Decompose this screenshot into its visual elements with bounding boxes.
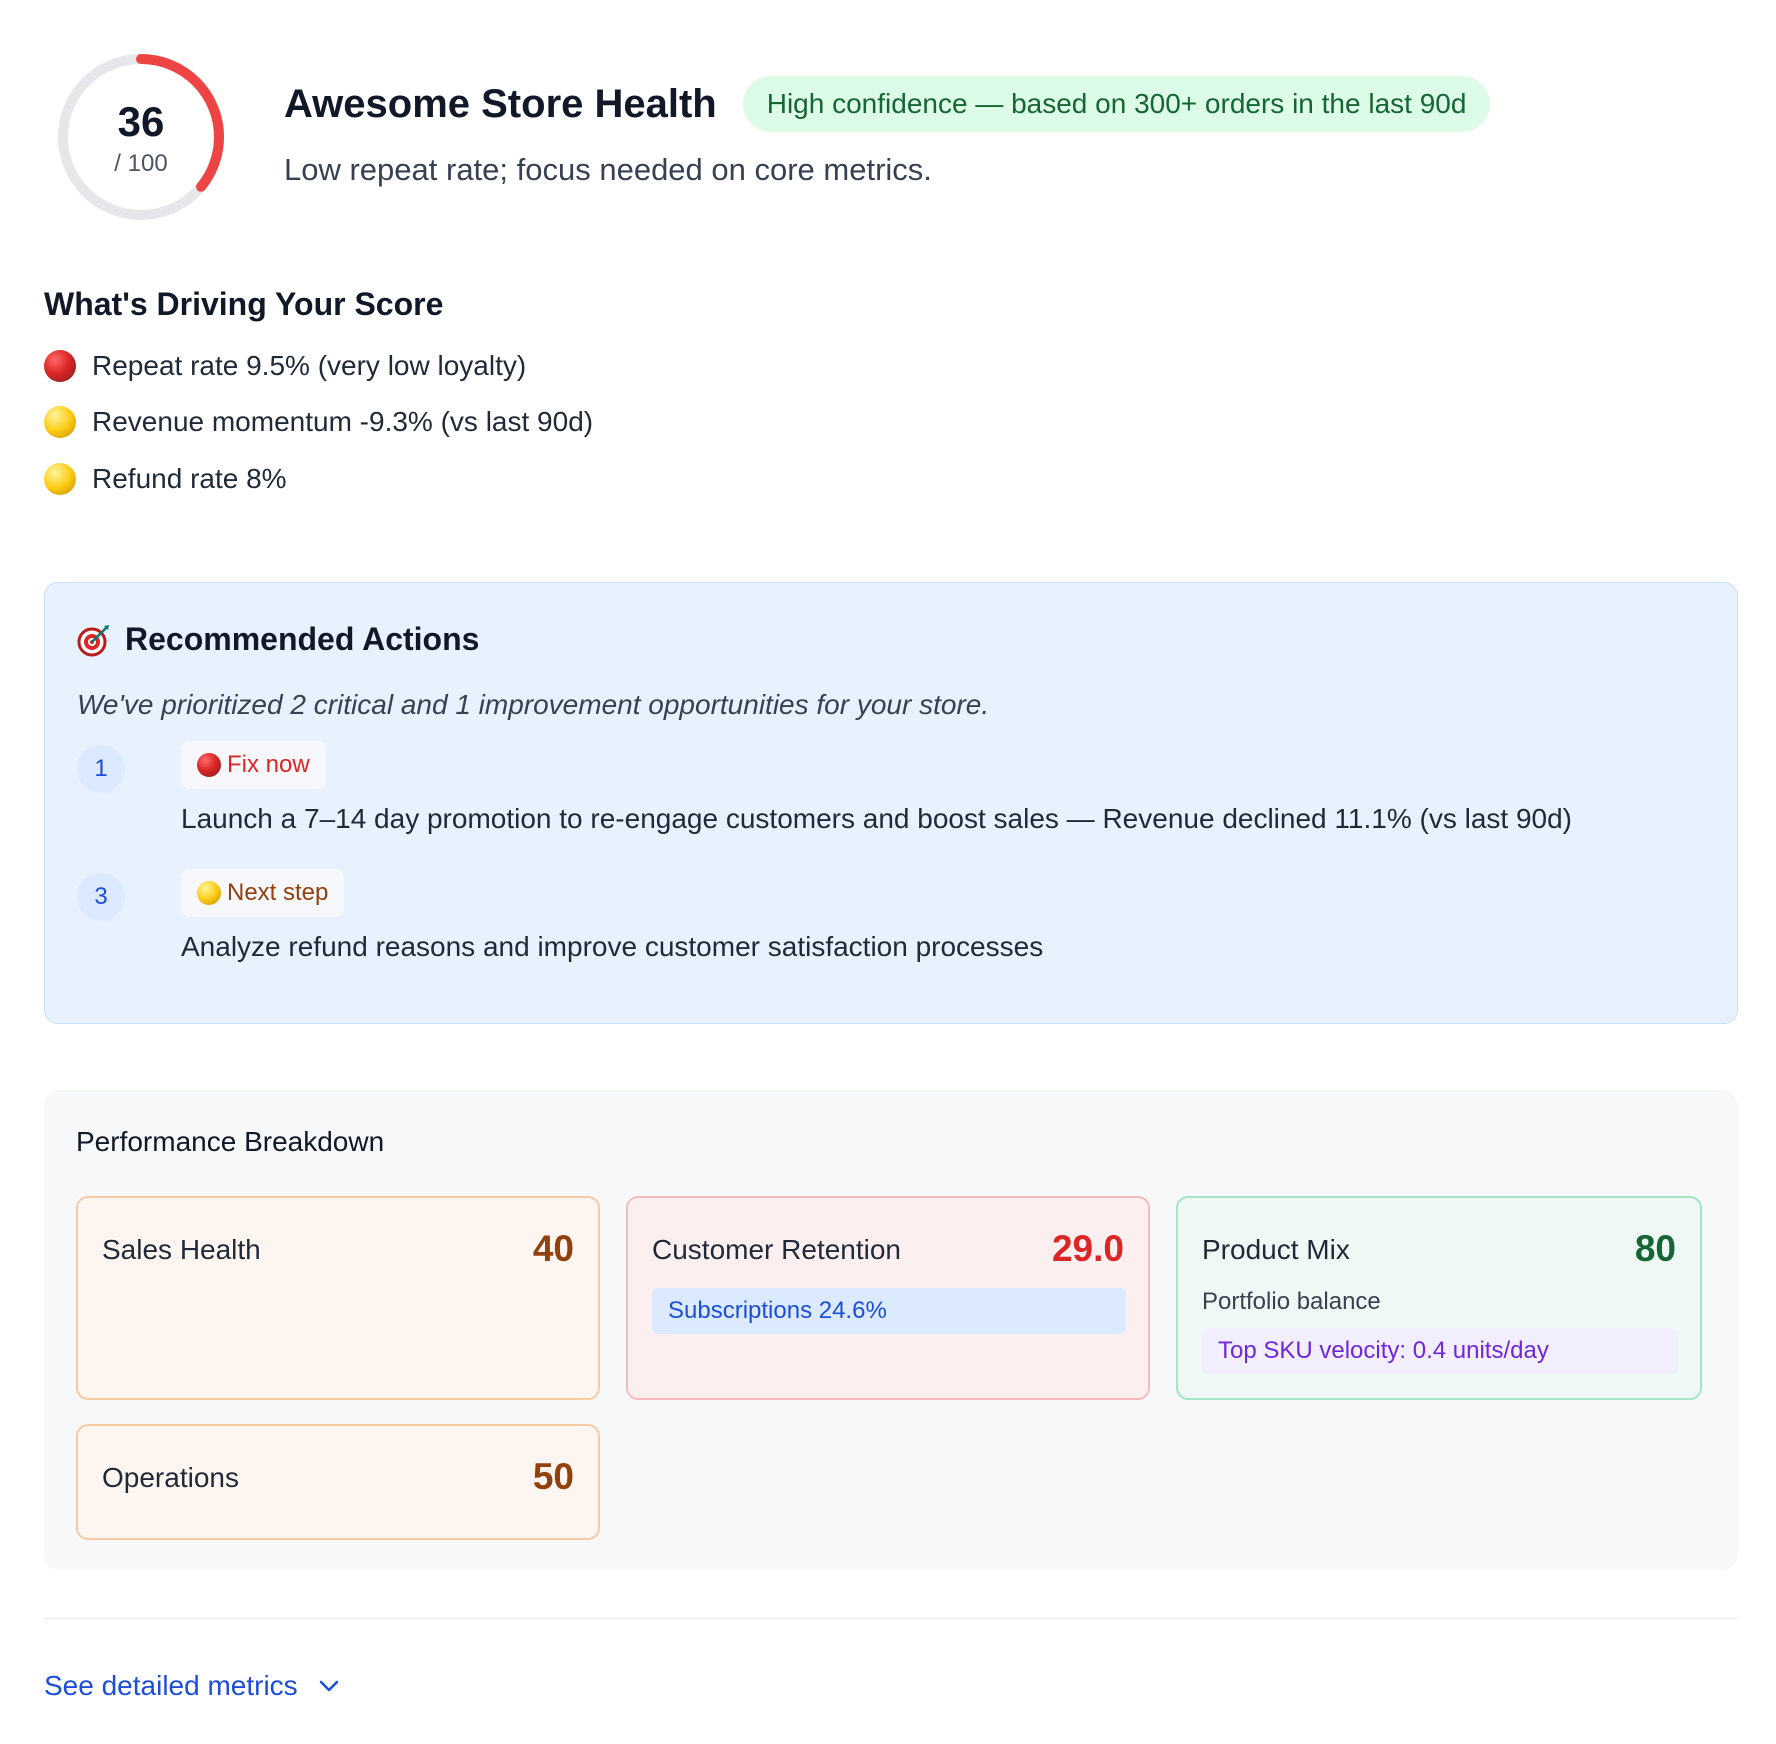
- confidence-badge: High confidence — based on 300+ orders in the last 90d: [743, 76, 1491, 132]
- driver-text: Refund rate 8%: [92, 463, 287, 494]
- divider: [44, 1618, 1738, 1619]
- driver-item-refund-rate: [44, 463, 287, 495]
- card-score: 29.0: [1051, 1228, 1124, 1269]
- action-number: 3: [77, 873, 125, 921]
- driver-text: Repeat rate 9.5% (very low loyalty): [92, 350, 527, 381]
- card-product-mix: [1176, 1196, 1702, 1400]
- driver-text: Revenue momentum -9.3% (vs last 90d): [92, 406, 594, 437]
- subscriptions-chip: Subscriptions 24.6%: [652, 1288, 1126, 1334]
- tag-label: Next step: [227, 879, 329, 906]
- driver-item-repeat-rate: [44, 350, 526, 382]
- card-label: Customer Retention: [652, 1234, 902, 1265]
- page-title: Awesome Store Health: [284, 81, 717, 126]
- tag-label: Fix now: [227, 751, 310, 778]
- card-operations: [76, 1424, 600, 1540]
- performance-breakdown: [44, 1090, 1738, 1570]
- action-text: Launch a 7–14 day promotion to re-engage customers and boost sales — Revenue declined 11.1% (vs last 90d): [181, 803, 1572, 834]
- score-gauge: [56, 52, 226, 222]
- yellow-circle-icon: [44, 463, 76, 495]
- red-circle-icon: [44, 350, 76, 382]
- priority-tag-fix-now: [181, 741, 326, 789]
- health-header: [56, 52, 1740, 228]
- score-max: / 100: [114, 150, 168, 177]
- card-score: 80: [1634, 1228, 1676, 1269]
- action-number: 1: [77, 745, 125, 793]
- driver-item-revenue-momentum: [44, 406, 593, 438]
- health-summary: Low repeat rate; focus needed on core metrics.: [284, 152, 932, 187]
- see-detailed-metrics-toggle[interactable]: [44, 1670, 340, 1702]
- card-label: Product Mix: [1202, 1234, 1350, 1265]
- drivers-title: What's Driving Your Score: [44, 286, 444, 322]
- performance-title: Performance Breakdown: [76, 1126, 385, 1157]
- card-label: Sales Health: [102, 1234, 261, 1265]
- card-customer-retention: [626, 1196, 1150, 1400]
- score-value: 36: [117, 98, 165, 145]
- actions-intro: We've prioritized 2 critical and 1 improvement opportunities for your store.: [77, 689, 990, 720]
- actions-title: Recommended Actions: [125, 621, 480, 657]
- card-subtitle: Portfolio balance: [1202, 1288, 1381, 1315]
- actions-header: [77, 621, 479, 658]
- top-sku-chip: Top SKU velocity: 0.4 units/day: [1202, 1328, 1678, 1374]
- action-text: Analyze refund reasons and improve customer satisfaction processes: [181, 931, 1044, 962]
- yellow-circle-icon: [197, 881, 221, 905]
- card-label: Operations: [102, 1462, 239, 1493]
- toggle-label: See detailed metrics: [44, 1670, 298, 1701]
- target-icon: [77, 623, 111, 657]
- red-circle-icon: [197, 753, 221, 777]
- card-score: 40: [532, 1228, 574, 1269]
- yellow-circle-icon: [44, 406, 76, 438]
- title-row: [284, 76, 1490, 132]
- card-sales-health: [76, 1196, 600, 1400]
- chevron-down-icon: [318, 1675, 340, 1697]
- card-score: 50: [532, 1456, 574, 1497]
- priority-tag-next-step: [181, 869, 344, 917]
- recommended-actions-panel: [44, 582, 1738, 1024]
